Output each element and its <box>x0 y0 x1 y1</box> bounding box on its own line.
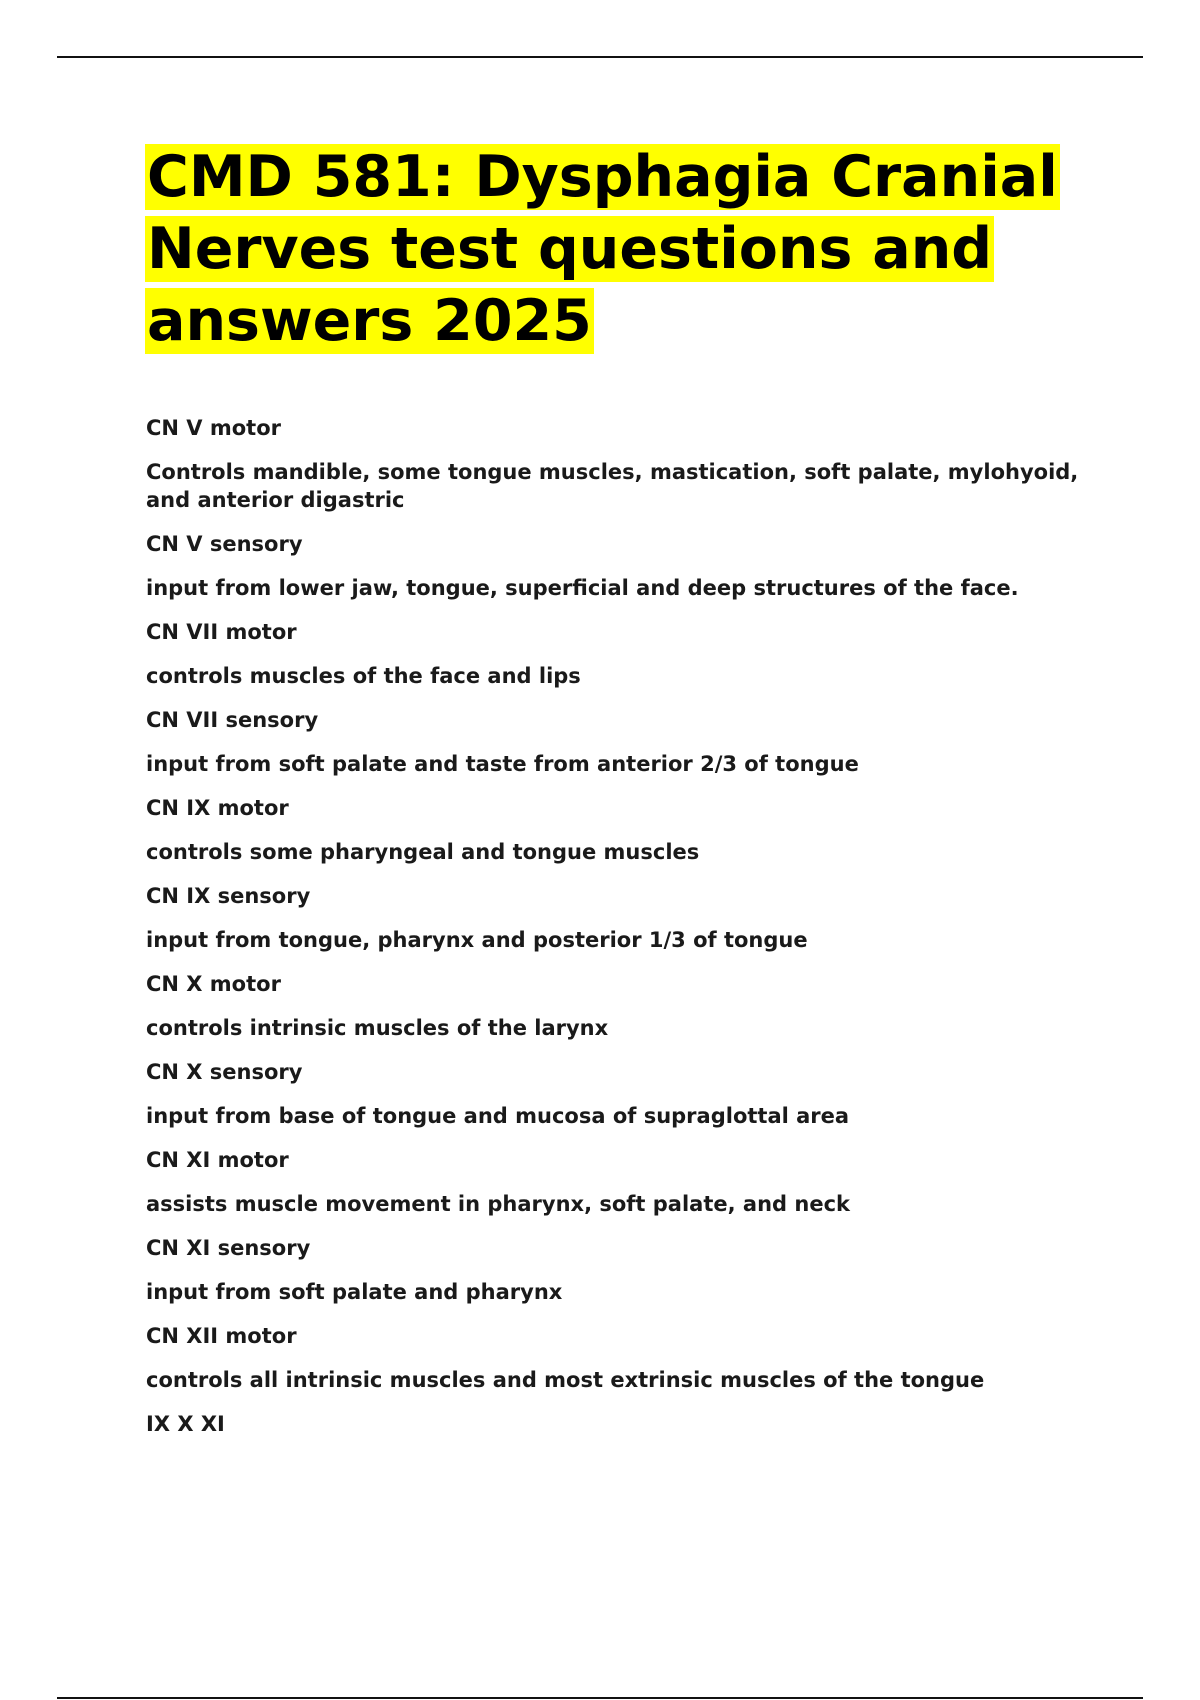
header-rule <box>57 56 1143 58</box>
qa-card <box>146 1058 1106 1130</box>
card-term: CN IX motor <box>146 796 289 820</box>
qa-card <box>146 1322 1106 1394</box>
qa-card <box>146 794 1106 866</box>
qa-card <box>146 1234 1106 1306</box>
card-definition: controls muscles of the face and lips <box>146 664 581 688</box>
card-definition: input from soft palate and taste from anterior 2/3 of tongue <box>146 752 859 776</box>
card-definition: input from soft palate and pharynx <box>146 1280 563 1304</box>
qa-card <box>146 706 1106 778</box>
card-term: CN VII motor <box>146 620 297 644</box>
card-term: CN VII sensory <box>146 708 319 732</box>
card-term: CN XII motor <box>146 1324 297 1348</box>
qa-card <box>146 414 1106 514</box>
card-definition: input from lower jaw, tongue, superficial and deep structures of the face. <box>146 576 1019 600</box>
card-definition: input from base of tongue and mucosa of supraglottal area <box>146 1104 850 1128</box>
card-term: CN XI sensory <box>146 1236 311 1260</box>
qa-card <box>146 1146 1106 1218</box>
footer-rule <box>57 1697 1143 1699</box>
card-definition: controls intrinsic muscles of the larynx <box>146 1016 609 1040</box>
card-definition: controls some pharyngeal and tongue muscles <box>146 840 700 864</box>
card-definition: input from tongue, pharynx and posterior 1/3 of tongue <box>146 928 808 952</box>
card-term: CN IX sensory <box>146 884 311 908</box>
card-term: CN V sensory <box>146 532 303 556</box>
qa-list <box>146 414 1106 1454</box>
qa-card <box>146 530 1106 602</box>
document-title <box>145 141 1105 357</box>
card-term: CN X sensory <box>146 1060 303 1084</box>
card-definition: assists muscle movement in pharynx, soft palate, and neck <box>146 1192 850 1216</box>
card-definition: controls all intrinsic muscles and most extrinsic muscles of the tongue <box>146 1368 985 1392</box>
title-highlight: CMD 581: Dysphagia Cranial Nerves test questions and answers 2025 <box>147 144 1058 354</box>
card-term: CN V motor <box>146 416 281 440</box>
qa-card <box>146 1410 1106 1438</box>
card-definition: Controls mandible, some tongue muscles, mastication, soft palate, mylohyoid, and anterior digastric <box>146 460 1079 512</box>
qa-card <box>146 970 1106 1042</box>
card-term: CN X motor <box>146 972 281 996</box>
qa-card <box>146 618 1106 690</box>
card-term: CN XI motor <box>146 1148 289 1172</box>
card-term: IX X XI <box>146 1412 225 1436</box>
qa-card <box>146 882 1106 954</box>
